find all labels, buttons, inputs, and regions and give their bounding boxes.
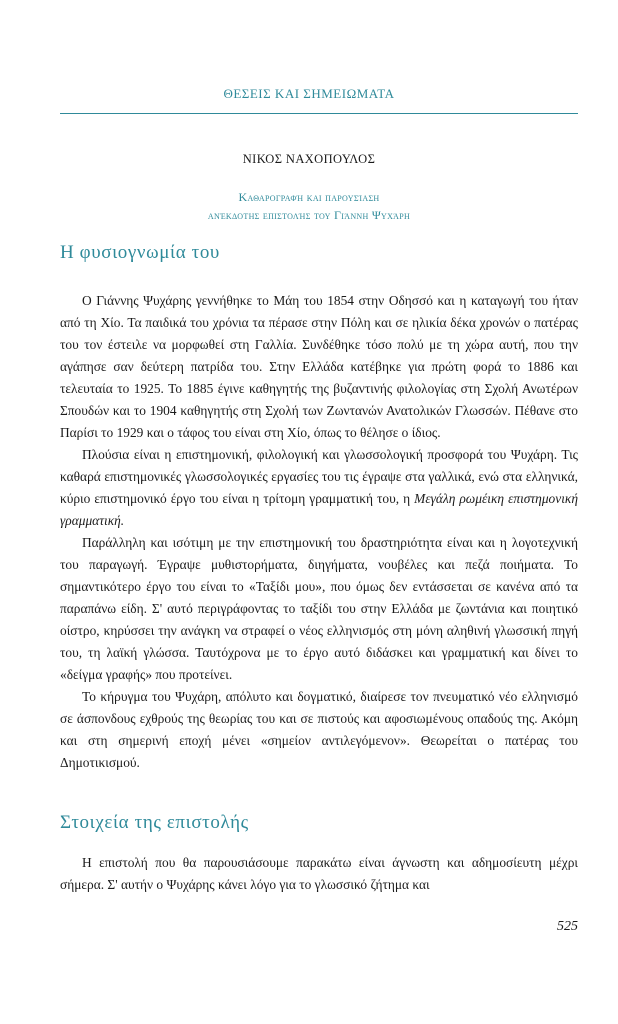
section-body-letter-details	[60, 852, 578, 896]
section-heading-letter-details: Στοιχεία της επιστολής	[60, 812, 249, 833]
running-head: ΘΕΣΕΙΣ ΚΑΙ ΣΗΜΕΙΩΜΑΤΑ	[223, 86, 395, 101]
paragraph-text: Πλούσια είναι η επιστημονική, φιλολογική και γλωσσολογική προσφορά του Ψυχάρη. Τις καθαρά επιστημονικές γλωσσολογικές εργασίες του τις έγραψε στα γαλλικά, ενώ στα ελληνικά, κύριο επιστημονικό έργο του είναι η τρίτομη γραμματική του, η	[60, 447, 578, 506]
article-subtitle-line1: Καθαρογραφή και παρουσίαση	[238, 190, 380, 204]
header-rule	[60, 113, 578, 114]
paragraph: Ο Γιάννης Ψυχάρης γεννήθηκε το Μάη του 1854 στην Οδησσό και η καταγωγή του ήταν από τη Χίο. Τα παιδικά του χρόνια τα πέρασε στην Πόλη και σε ηλικία δέκα χρονών ο πατέρας του τον έστειλε να μορφωθεί στη Γαλλία. Συνδέθηκε τόσο πολύ με τη χώρα αυτή, που την αγάπησε σαν δεύτερη πατρίδα του. Στην Ελλάδα κατέβηκε για πρώτη φορά το 1886 και τελευταία το 1925. Το 1885 έγινε καθηγητής της βυζαντινής φιλολογίας στη Σχολή Ανωτέρων Σπουδών και το 1904 καθηγητής στη Σχολή των Ζωντανών Ανατολικών Γλωσσών. Πέθανε στο Παρίσι το 1929 και ο τάφος του είναι στη Χίο, όπως το θέλησε ο ίδιος.	[60, 293, 578, 440]
paragraph: Παράλληλη και ισότιμη με την επιστημονική του δραστηριότητα είναι και η λογοτεχνική του παραγωγή. Έγραψε μυθιστορήματα, διηγήματα, νουβέλες και πεζά ποιήματα. Το σημαντικότερο έργο του είναι το «Ταξίδι μου», που όμως δεν εντάσσεται σε κανένα από τα παραπάνω είδη. Σ' αυτό περιγράφοντας το ταξίδι του στην Ελλάδα με ζωντάνια και ποιητικό οίστρο, κηρύσσει την ανάγκη να στραφεί ο νέος ελληνισμός στη μόνη αληθινή γλωσσική πηγή του, τη λαϊκή γλώσσα. Ταυτόχρονα με το έργο αυτό διδάσκει και γραμματική και δίνει το «δείγμα γραφής» που προτείνει.	[60, 535, 578, 682]
author-name: ΝΙΚΟΣ ΝΑΧΟΠΟΥΛΟΣ	[242, 152, 376, 166]
paragraph: Το κήρυγμα του Ψυχάρη, απόλυτο και δογματικό, διαίρεσε τον πνευματικό νέο ελληνισμό σε άσπονδους εχθρούς της θεωρίας του και σε πιστούς και αφοσιωμένους οπαδούς της. Ακόμη και στη σημερινή εποχή μένει «σημείον αντιλεγόμενον». Θεωρείται ο πατέρας του Δημοτικισμού.	[60, 689, 578, 770]
section-body-physiognomy	[60, 290, 578, 774]
paragraph	[60, 444, 578, 532]
book-title: Μεγάλη ρωμέικη επιστημονική γραμματική.	[60, 491, 578, 528]
page-number: 525	[557, 919, 578, 934]
article-subtitle-line2: ανέκδοτης επιστολής του Γιάννη Ψυχάρη	[207, 208, 411, 222]
paragraph: Η επιστολή που θα παρουσιάσουμε παρακάτω είναι άγνωστη και αδημοσίευτη μέχρι σήμερα. Σ' αυτήν ο Ψυχάρης κάνει λόγο για το γλωσσικό ζήτημα και	[60, 855, 578, 892]
section-heading-physiognomy: Η φυσιογνωμία του	[60, 242, 220, 263]
